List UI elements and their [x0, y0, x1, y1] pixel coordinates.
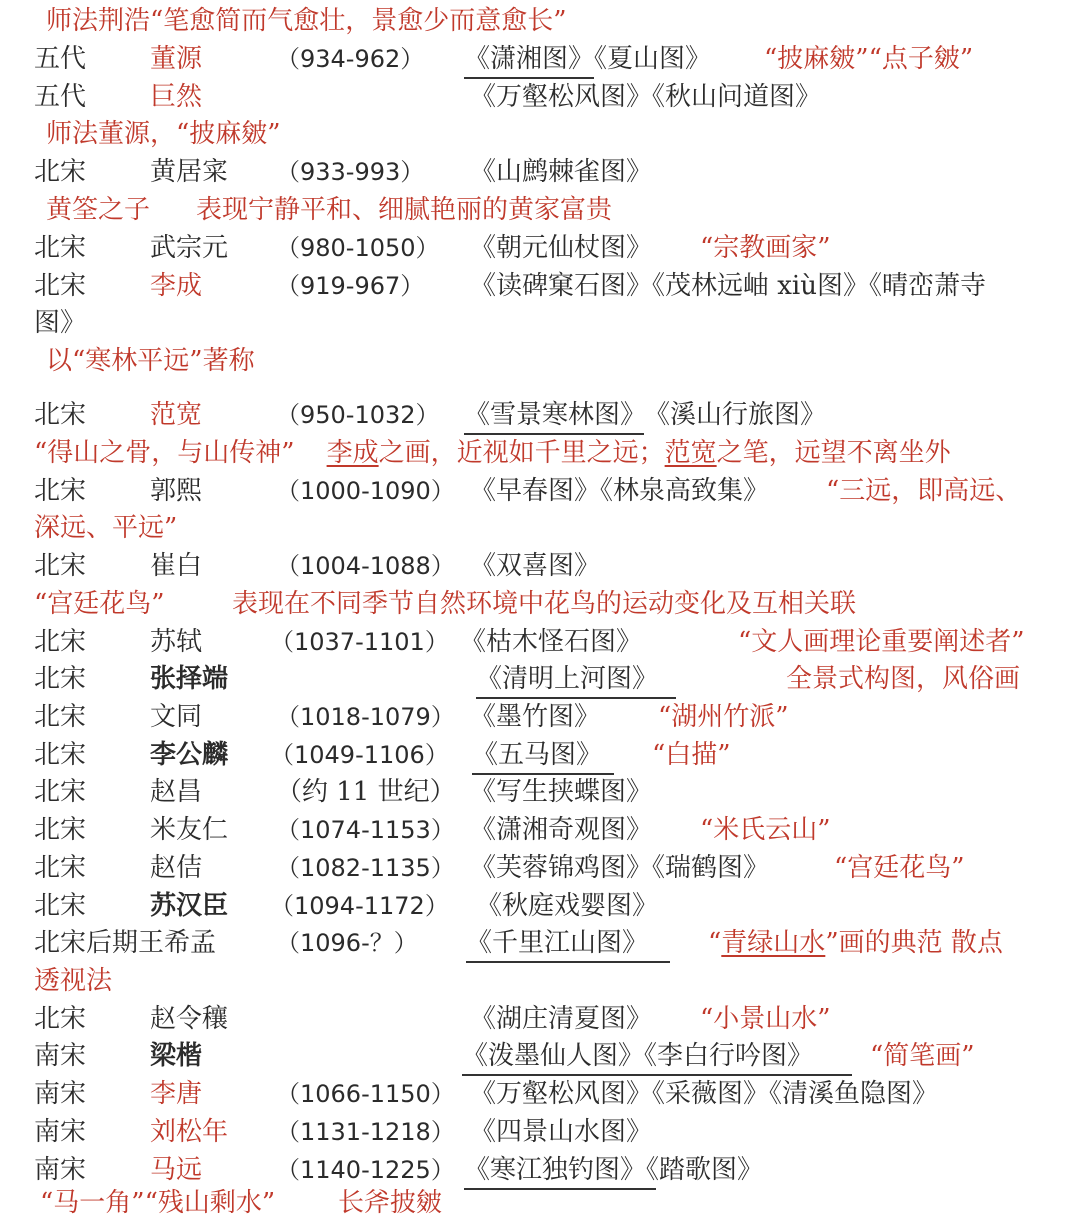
name-mayuan: 马远	[150, 1155, 203, 1185]
dates-litang: （1066-1150）	[276, 1080, 455, 1108]
note-jinghao: 师法荆浩“笔愈简而气愈壮，景愈少而意愈长”	[46, 6, 567, 36]
dynasty-fankuan: 北宋	[34, 400, 87, 430]
works-huangjucai: 《山鹧棘雀图》	[470, 157, 653, 187]
note-huang-b: 表现宁静平和、细腻艳丽的黄家富贵	[196, 195, 613, 225]
works-zhaochang: 《写生挟蝶图》	[470, 777, 653, 807]
dates-licheng: （919-967）	[276, 272, 425, 300]
dynasty-zhaolingrang: 北宋	[34, 1004, 87, 1034]
dynasty-liangkai: 南宋	[34, 1041, 87, 1071]
name-licheng: 李成	[150, 271, 203, 301]
note-dongyuan: “披麻皴”“点子皴”	[764, 44, 974, 74]
dynasty-guoxi: 北宋	[34, 476, 87, 506]
note-zhaolingrang: “小景山水”	[700, 1004, 831, 1034]
dates-wentong: （1018-1079）	[276, 703, 455, 731]
name-zhaolingrang: 赵令穰	[150, 1004, 229, 1034]
works-fankuan-a: 《雪景寒林图》	[464, 398, 644, 435]
dynasty-litang: 南宋	[34, 1079, 87, 1109]
note-ligonglin: “白描”	[652, 740, 731, 770]
works-litang: 《万壑松风图》《采薇图》《清溪鱼隐图》	[470, 1079, 939, 1109]
name-zhaoji: 赵佶	[150, 853, 203, 883]
dynasty-zhaochang: 北宋	[34, 777, 87, 807]
dynasty-zhangzeduan: 北宋	[34, 664, 87, 694]
dates-mayuan: （1140-1225）	[276, 1156, 455, 1184]
name-liusongnian: 刘松年	[150, 1117, 229, 1147]
dates-ligonglin: （1049-1106）	[270, 741, 449, 769]
dynasty-huangjucai: 北宋	[34, 157, 87, 187]
name-juran: 巨然	[150, 82, 203, 112]
note-liangkai: “简笔画”	[870, 1041, 975, 1071]
works-liusongnian: 《四景山水图》	[470, 1117, 653, 1147]
note-mayuan-b: 长斧披皴	[338, 1188, 443, 1218]
dates-suhanchen: （1094-1172）	[270, 892, 449, 920]
note-wangximeng-cont: 透视法	[34, 966, 113, 996]
dynasty-liusongnian: 南宋	[34, 1117, 87, 1147]
note-wangximeng-b: 青绿山水	[721, 928, 826, 958]
works-guoxi: 《早春图》《林泉高致集》	[470, 476, 770, 506]
note-fankuan-a: “得山之骨，与山传神”	[34, 438, 295, 468]
dates-sushi: （1037-1101）	[270, 628, 449, 656]
note-miyouren: “米氏云山”	[700, 815, 831, 845]
dynasty-cuibai: 北宋	[34, 551, 87, 581]
dynasty-zhaoji: 北宋	[34, 853, 87, 883]
dates-wangximeng: （1096-？）	[276, 929, 418, 957]
note-fankuan-c: 之画，近视如千里之远；	[378, 438, 665, 468]
name-sushi: 苏轼	[150, 627, 203, 657]
works-ligonglin: 《五马图》	[472, 738, 614, 775]
works-licheng-cont: 图》	[34, 308, 87, 338]
dynasty-dongyuan: 五代	[34, 44, 87, 74]
works-licheng: 《读碑窠石图》《茂林远岫 xiù图》《晴峦萧寺	[470, 271, 986, 301]
note-cuibai-b: 表现在不同季节自然环境中花鸟的运动变化及互相关联	[232, 589, 857, 619]
works-fankuan-b: 《溪山行旅图》	[644, 400, 827, 430]
dates-zhaoji: （1082-1135）	[276, 854, 455, 882]
note-wentong: “湖州竹派”	[658, 702, 789, 732]
name-cuibai: 崔白	[150, 551, 203, 581]
dynasty-miyouren: 北宋	[34, 815, 87, 845]
note-cuibai-a: “宫廷花鸟”	[34, 589, 165, 619]
dynasty-wentong: 北宋	[34, 702, 87, 732]
name-suhanchen: 苏汉臣	[150, 891, 229, 921]
note-sushi: “文人画理论重要阐述者”	[738, 627, 1025, 657]
note-wangximeng-c: ”画的典范 散点	[825, 928, 1003, 958]
note-juran: 师法董源，“披麻皴”	[46, 119, 281, 149]
dynasty-juran: 五代	[34, 82, 87, 112]
dynasty-name-wangximeng: 北宋后期王希孟	[34, 928, 217, 958]
dates-huangjucai: （933-993）	[276, 158, 425, 186]
note-huang-a: 黄筌之子	[46, 195, 151, 225]
name-miyouren: 米友仁	[150, 815, 229, 845]
dynasty-wuzongyuan: 北宋	[34, 233, 87, 263]
works-liangkai: 《泼墨仙人图》《李白行吟图》	[462, 1039, 852, 1076]
note-mayuan-a: “马一角”“残山剩水”	[40, 1188, 276, 1218]
note-wangximeng	[708, 926, 1003, 960]
name-zhaochang: 赵昌	[150, 777, 203, 807]
note-fankuan-d: 范宽	[664, 438, 717, 468]
works-dongyuan: 《潇湘图》《夏山图》	[464, 42, 594, 79]
works-cuibai: 《双喜图》	[470, 551, 601, 581]
dates-zhaochang: （约 11 世纪）	[276, 777, 456, 807]
name-wuzongyuan: 武宗元	[150, 233, 229, 263]
dates-liusongnian: （1131-1218）	[276, 1118, 455, 1146]
dynasty-mayuan: 南宋	[34, 1155, 87, 1185]
dates-guoxi: （1000-1090）	[276, 477, 455, 505]
note-guoxi: “三远，即高远、	[826, 476, 1022, 506]
note-wangximeng-a: “	[708, 928, 722, 958]
works-zhaoji: 《芙蓉锦鸡图》《瑞鹤图》	[470, 853, 770, 883]
dynasty-ligonglin: 北宋	[34, 740, 87, 770]
dates-wuzongyuan: （980-1050）	[276, 234, 440, 262]
works-suhanchen: 《秋庭戏婴图》	[476, 891, 659, 921]
note-fankuan-e: 之笔，远望不离坐外	[716, 438, 951, 468]
name-huangjucai: 黄居寀	[150, 157, 229, 187]
works-sushi: 《枯木怪石图》	[460, 627, 643, 657]
works-mayuan: 《寒江独钓图》《踏歌图》	[464, 1153, 656, 1190]
name-zhangzeduan: 张择端	[150, 664, 229, 694]
dates-fankuan: （950-1032）	[276, 401, 440, 429]
works-zhaolingrang: 《湖庄清夏图》	[470, 1004, 653, 1034]
works-wentong: 《墨竹图》	[470, 702, 601, 732]
note-zhangzeduan: 全景式构图，风俗画	[786, 664, 1021, 694]
dates-dongyuan: （934-962）	[276, 45, 425, 73]
name-guoxi: 郭熙	[150, 476, 203, 506]
note-fankuan-b: 李成	[326, 438, 379, 468]
works-miyouren: 《潇湘奇观图》	[470, 815, 653, 845]
name-ligonglin: 李公麟	[150, 740, 229, 770]
works-zhangzeduan: 《清明上河图》	[476, 662, 676, 699]
works-wuzongyuan: 《朝元仙杖图》	[470, 233, 653, 263]
dates-cuibai: （1004-1088）	[276, 552, 455, 580]
name-liangkai: 梁楷	[150, 1041, 203, 1071]
name-wentong: 文同	[150, 702, 203, 732]
dates-miyouren: （1074-1153）	[276, 816, 455, 844]
name-dongyuan: 董源	[150, 44, 203, 74]
name-fankuan: 范宽	[150, 400, 203, 430]
dynasty-suhanchen: 北宋	[34, 891, 87, 921]
dynasty-sushi: 北宋	[34, 627, 87, 657]
dynasty-licheng: 北宋	[34, 271, 87, 301]
works-wangximeng: 《千里江山图》	[466, 926, 670, 963]
note-zhaoji: “宫廷花鸟”	[834, 853, 965, 883]
note-guoxi-cont: 深远、平远”	[34, 513, 178, 543]
note-wuzongyuan: “宗教画家”	[700, 233, 831, 263]
name-litang: 李唐	[150, 1079, 203, 1109]
note-licheng: 以“寒林平远”著称	[46, 346, 255, 376]
note-fankuan	[34, 436, 951, 470]
works-juran: 《万壑松风图》《秋山问道图》	[470, 82, 822, 112]
